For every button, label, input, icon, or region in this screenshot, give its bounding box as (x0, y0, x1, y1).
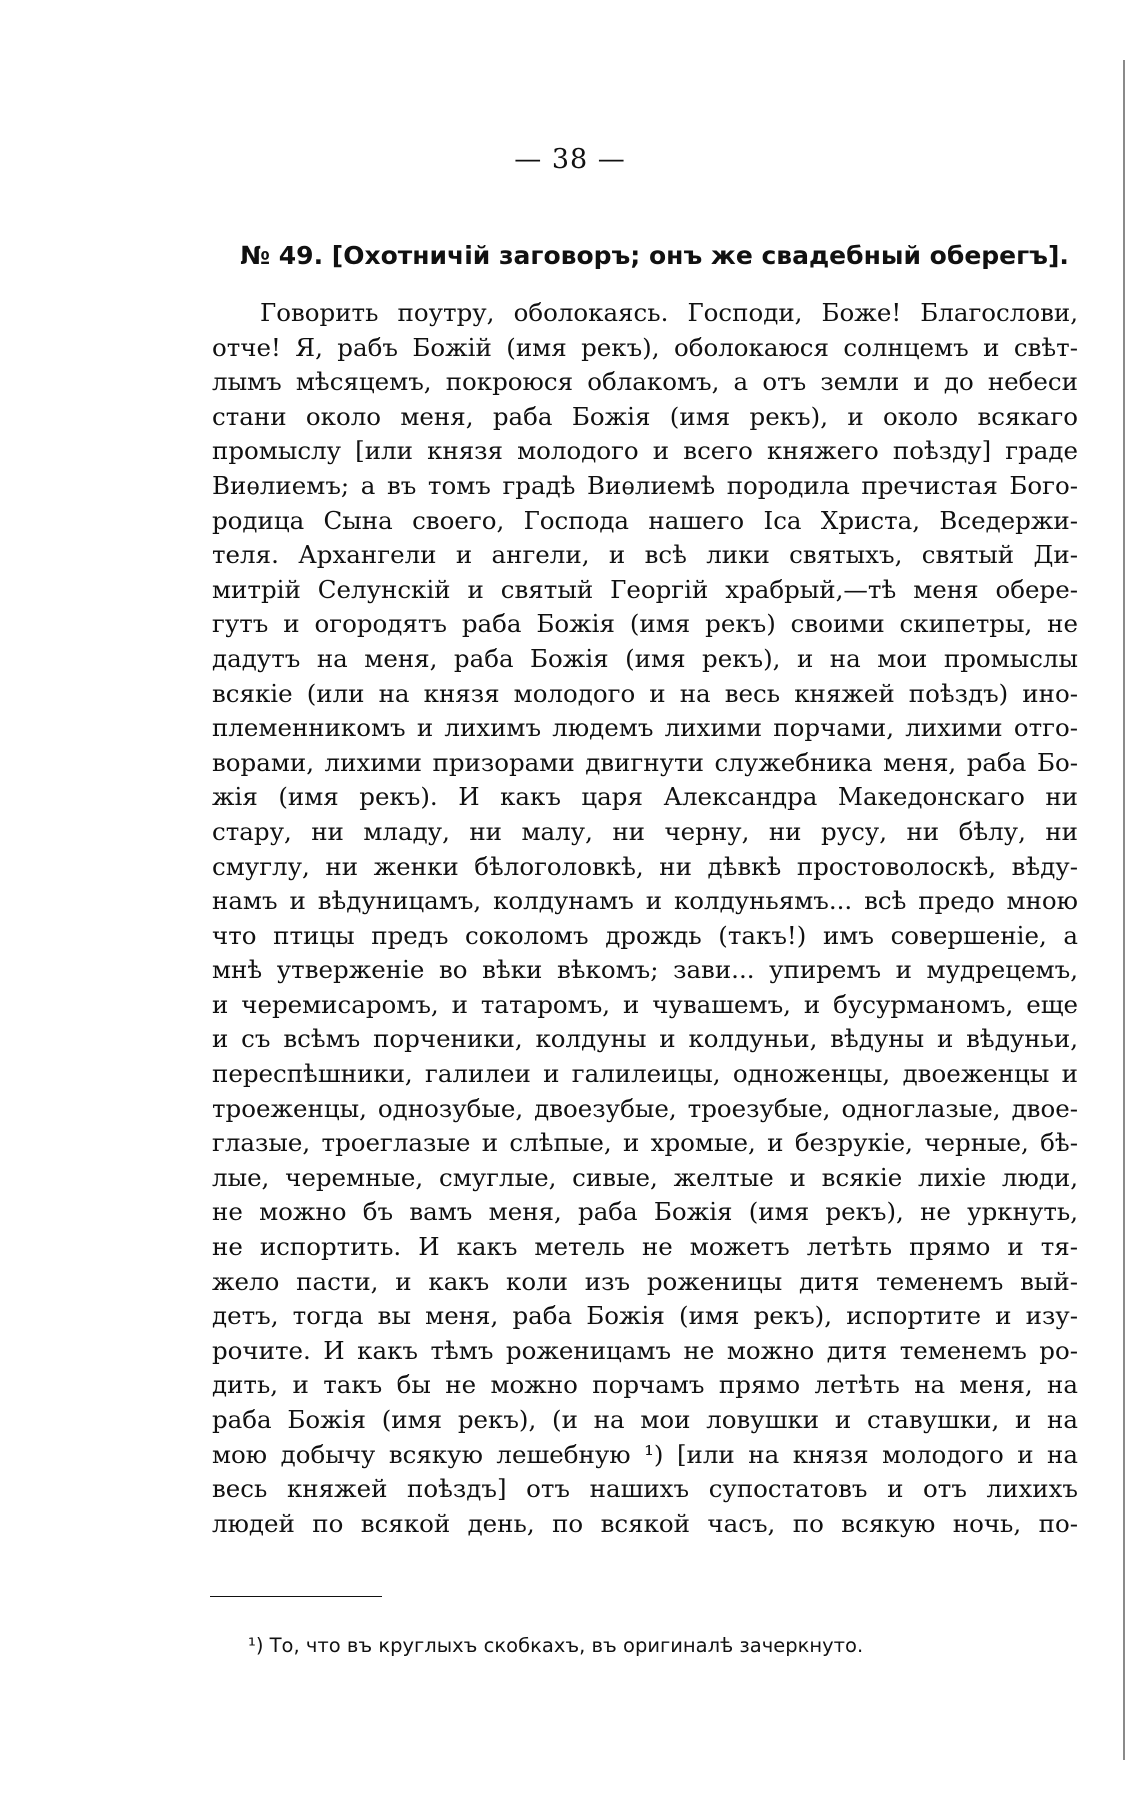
text-line: троеженцы, однозубые, двоезубые, троезубые, одноглазые, двое- (212, 1093, 1078, 1123)
text-line: намъ и вѣдуницамъ, колдунамъ и колдуньямъ... всѣ предо мною (212, 886, 1078, 916)
text-line: Виѳлиемъ; а въ томъ градѣ Виѳлиемѣ породила пречистая Бого- (212, 470, 1078, 500)
text-line: не можно бъ вамъ меня, раба Божія (имя рекъ), не уркнуть, (212, 1197, 1078, 1227)
section-title: № 49. [Охотничій заговоръ; онъ же свадебный оберегъ]. (240, 241, 1069, 270)
text-line: мнѣ утверженіе во вѣки вѣкомъ; зави... упиремъ и мудрецемъ, (212, 955, 1078, 985)
text-line: родица Сына своего, Господа нашего Іса Христа, Вседержи- (212, 505, 1078, 535)
text-line: всякіе (или на князя молодого и на весь княжей поѣздъ) ино- (212, 678, 1078, 708)
text-line: отче! Я, рабъ Божій (имя рекъ), оболокаюся солнцемъ и свѣт- (212, 332, 1078, 362)
text-line: ворами, лихими призорами двигнути служебника меня, раба Бо- (212, 747, 1078, 777)
text-line: жія (имя рекъ). И какъ царя Александра Македонскаго ни (212, 782, 1078, 812)
text-line: Говорить поутру, оболокаясь. Господи, Боже! Благослови, (260, 298, 1078, 327)
text-line: промыслу [или князя молодого и всего княжего поѣзду] граде (212, 436, 1078, 466)
page-edge-line (1123, 60, 1125, 1760)
text-line: жело пасти, и какъ коли изъ роженицы дитя теменемъ вый- (212, 1266, 1078, 1296)
text-line: стани около меня, раба Божія (имя рекъ), и около всякаго (212, 401, 1078, 431)
text-line: глазые, троеглазые и слѣпые, и хромые, и безрукіе, черные, бѣ- (212, 1128, 1078, 1158)
text-line: переспѣшники, галилеи и галилеицы, одноженцы, двоеженцы и (212, 1059, 1078, 1089)
text-line: весь княжей поѣздъ] отъ нашихъ супостатовъ и отъ лихихъ (212, 1474, 1078, 1504)
footnote: ¹) То, что въ круглыхъ скобкахъ, въ оригиналѣ зачеркнуто. (248, 1634, 864, 1657)
page-number: — 38 — (514, 144, 626, 175)
text-line: не испортить. И какъ метель не можетъ летѣть прямо и тя- (212, 1232, 1078, 1262)
body-text (212, 296, 1078, 1541)
text-line: гутъ и огородятъ раба Божія (имя рекъ) своими скипетры, не (212, 609, 1078, 639)
text-line: мою добычу всякую лешебную ¹) [или на князя молодого и на (212, 1439, 1078, 1469)
text-line: и съ всѣмъ порченики, колдуны и колдуньи, вѣдуны и вѣдуньи, (212, 1024, 1078, 1054)
text-line: лые, черемные, смуглые, сивые, желтые и всякіе лихіе люди, (212, 1162, 1078, 1192)
text-line: рочите. И какъ тѣмъ роженицамъ не можно дитя теменемъ ро- (212, 1335, 1078, 1365)
text-line: лымъ мѣсяцемъ, покроюся облакомъ, а отъ земли и до небеси (212, 367, 1078, 397)
text-line: раба Божія (имя рекъ), (и на мои ловушки и ставушки, и на (212, 1405, 1078, 1434)
text-line: теля. Архангели и ангели, и всѣ лики святыхъ, святый Ди- (212, 540, 1078, 570)
text-line: митрій Селунскій и святый Георгій храбрый,—тѣ меня обере- (212, 574, 1078, 604)
text-line: смуглу, ни женки бѣлоголовкѣ, ни дѣвкѣ простоволоскѣ, вѣду- (212, 851, 1078, 881)
text-line: дить, и такъ бы не можно порчамъ прямо летѣть на меня, на (212, 1370, 1078, 1400)
text-line: людей по всякой день, по всякой часъ, по всякую ночь, по- (212, 1508, 1078, 1538)
footnote-divider (210, 1596, 382, 1597)
text-line: детъ, тогда вы меня, раба Божія (имя рекъ), испортите и изу- (212, 1301, 1078, 1331)
text-line: дадутъ на меня, раба Божія (имя рекъ), и на мои промыслы (212, 643, 1078, 673)
text-line: племенникомъ и лихимъ людемъ лихими порчами, лихими отго- (212, 713, 1078, 743)
text-line: и черемисаромъ, и татаромъ, и чувашемъ, и бусурманомъ, еще (212, 989, 1078, 1019)
text-line: стару, ни младу, ни малу, ни черну, ни русу, ни бѣлу, ни (212, 816, 1078, 846)
text-line: что птицы предъ соколомъ дрождь (такъ!) имъ совершеніе, а (212, 920, 1078, 950)
